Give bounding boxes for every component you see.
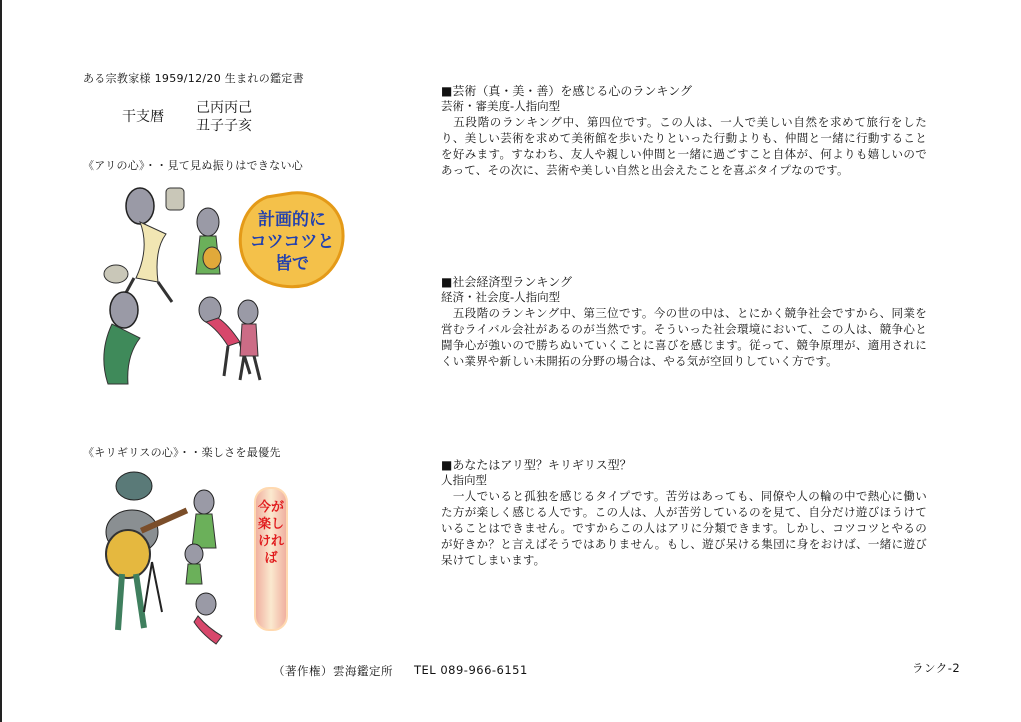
ant-figure-5 [230, 296, 270, 386]
cricket-caption: 《キリギリスの心》・・楽しさを最優先 [83, 446, 281, 459]
section-3-heading: ■あなたはアリ型？キリギリス型？ [441, 458, 632, 472]
section-2-heading: ■社会経済型ランキング [441, 275, 572, 289]
section-2-subheading: 経済・社会度-人指向型 [441, 290, 561, 304]
cricket-figure-group [178, 540, 248, 650]
section-1-subheading: 芸術・審美度-人指向型 [441, 99, 561, 113]
kanshi-branches: 丑子子亥 [196, 118, 252, 134]
ant-figure-3 [196, 208, 221, 274]
section-2-body: 五段階のランキング中、第三位です。今の世の中は、とにかく競争社会ですから、同業を営むライバル会社があるのが当然です。そういった社会環境において、この人は、競争心と闘争心が強いので勝ちぬいていくことに喜びを感じます。従って、競争原理が、適用されにくい業界や新しい未開拓の分野の場合は、やる気が空回りしていく方です。 [441, 306, 927, 368]
ant-sticker [237, 191, 347, 289]
document-title: ある宗教家様 1959/12/20 生まれの鑑定書 [83, 72, 304, 85]
section-1-heading: ■芸術（真・美・善）を感じる心のランキング [441, 84, 692, 98]
kanshi-stems: 己丙丙己 [196, 100, 252, 116]
sticker-line-2: コツコツと [249, 232, 335, 252]
cricket-sticker [254, 487, 288, 631]
kanshi-label: 干支暦 [122, 109, 164, 125]
footer-copyright: （著作権）雲海鑑定所 [273, 664, 393, 678]
page-rank-label: ランク-2 [912, 661, 961, 675]
section-3-body: 一人でいると孤独を感じるタイプです。苦労はあっても、同僚や人の輪の中で熱心に働いた方が楽しく感じる人です。この人は、人が苦労しているのを見て、自分だけ遊びほうけていることはできません。ですからこの人はアリに分類できます。しかし、コツコツとやるのが好きか？と言えばそうではありません。もし、遊び呆ける集団に身をおけば、一緒に遊び呆けてしまいます。 [441, 489, 927, 567]
cricket-figure-main [106, 472, 188, 630]
ant-caption: 《アリの心》・・見て見ぬ振りはできない心 [83, 159, 304, 172]
sticker-line-3: 皆で [275, 254, 309, 274]
section-3-subheading: 人指向型 [441, 473, 487, 487]
page-left-border [0, 0, 2, 722]
section-1-body: 五段階のランキング中、第四位です。この人は、一人で美しい自然を求めて旅行をしたり、美しい芸術を求めて美術館を歩いたりといった行動よりも、仲間と一緒に行動することを好みます。すなわち、友人や親しい仲間と一緒に過ごすこと自体が、何よりも嬉しいのであって、その次に、芸術や美しい自然と出会えたことを喜ぶタイプなのです。 [441, 115, 927, 177]
footer-tel: TEL 089-966-6151 [414, 663, 528, 677]
cricket-sticker-text: 今が楽しければ [257, 500, 284, 566]
ant-figure-1 [122, 188, 184, 302]
ant-figure-2 [104, 265, 140, 384]
sticker-line-1: 計画的に [258, 210, 326, 230]
